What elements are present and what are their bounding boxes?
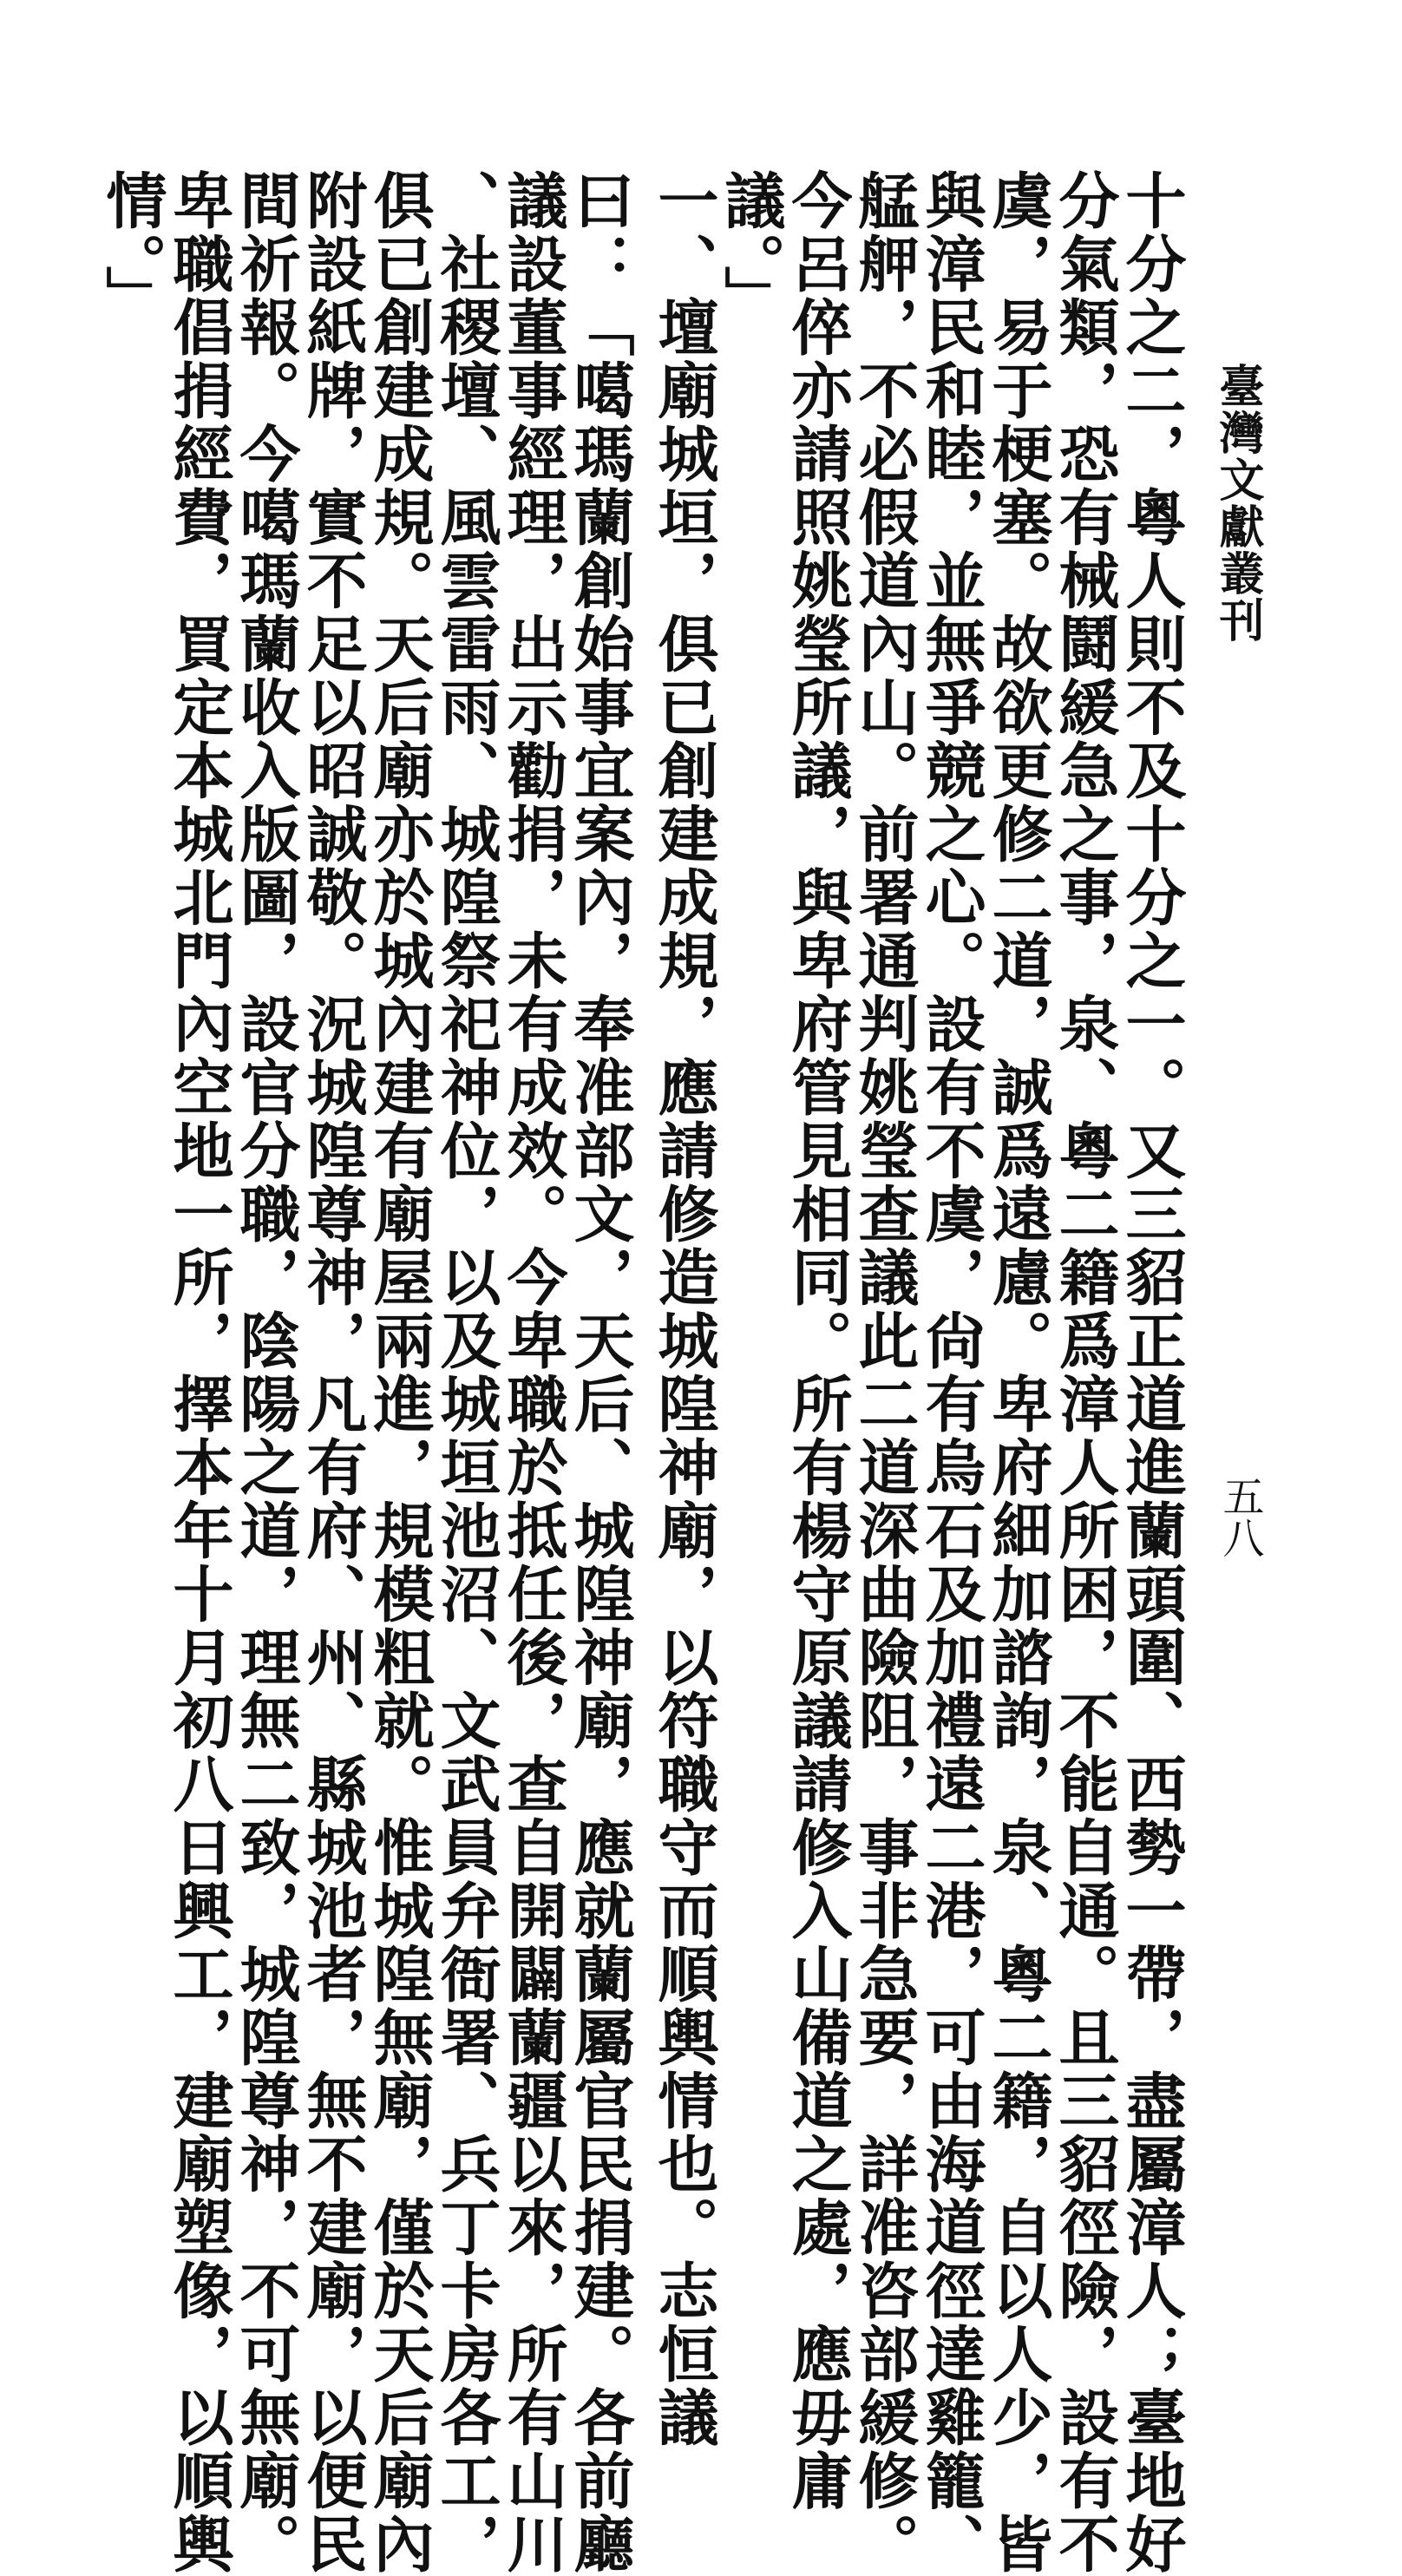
text-column: 卑職倡捐經費，買定本城北門內空地一所，擇本年十月初八日興工，建廟塑像，以順輿 xyxy=(163,169,235,2576)
text-column: 議設董事經理，出示勸捐，未有成效。今卑職於抵任後，查自開闢蘭疆以來，所有山川 xyxy=(497,169,569,2576)
text-column: 間祈報。今噶瑪蘭收入版圖，設官分職，陰陽之道，理無二致，城隍尊神，不可無廟。 xyxy=(230,169,302,2576)
text-column: 、社稷壇、風雲雷雨、城隍祭祀神位，以及城垣池沼、文武員弁衙署、兵丁卡房各工， xyxy=(430,169,502,2576)
page-number: 五八 xyxy=(1215,1475,1264,1558)
text-column: 情。」 xyxy=(96,169,168,329)
running-title: 臺灣文獻叢刊 xyxy=(1211,363,1264,644)
text-column: 俱已創建成規。天后廟亦於城內建有廟屋兩進，規模粗就。惟城隍無廟，僅於天后廟內 xyxy=(364,169,436,2576)
text-column: 今呂倅亦請照姚瑩所議，與卑府管見相同。所有楊守原議請修入山備道之處，應毋庸 xyxy=(782,169,854,2513)
text-column: 議。」 xyxy=(715,169,787,329)
text-column: 與漳民和睦，並無爭競之心。設有不虞，尙有烏石及加禮遠二港，可由海道徑達雞籠、 xyxy=(915,169,987,2576)
text-column: 附設紙牌，實不足以昭誠敬。況城隍尊神，凡有府、州、縣城池者，無不建廟，以便民 xyxy=(297,169,369,2576)
text-column: 分氣類，恐有械鬪緩急之事，泉、粵二籍爲漳人所困，不能自通。且三貂徑險，設有不 xyxy=(1049,169,1121,2576)
text-column: 十分之二，粵人則不及十分之一。又三貂正道進蘭頭圍、西勢一帶，盡屬漳人；臺地好 xyxy=(1116,169,1188,2576)
text-column: 曰：「噶瑪蘭創始事宜案內，奉准部文，天后、城隍神廟，應就蘭屬官民捐建。各前廳 xyxy=(564,169,636,2576)
text-column: 虞，易于梗塞。故欲更修二道，誠爲遠慮。卑府細加諮詢，泉、粵二籍，自以人少，皆 xyxy=(982,169,1054,2576)
text-column: 一、壇廟城垣，俱已創建成規，應請修造城隍神廟，以符職守而順輿情也。志恒議 xyxy=(648,169,720,2449)
text-column: 艋舺，不必假道內山。前署通判姚瑩查議此二道深曲險阻，事非急要，詳准咨部緩修。 xyxy=(848,169,920,2576)
body-text xyxy=(96,169,1188,2576)
